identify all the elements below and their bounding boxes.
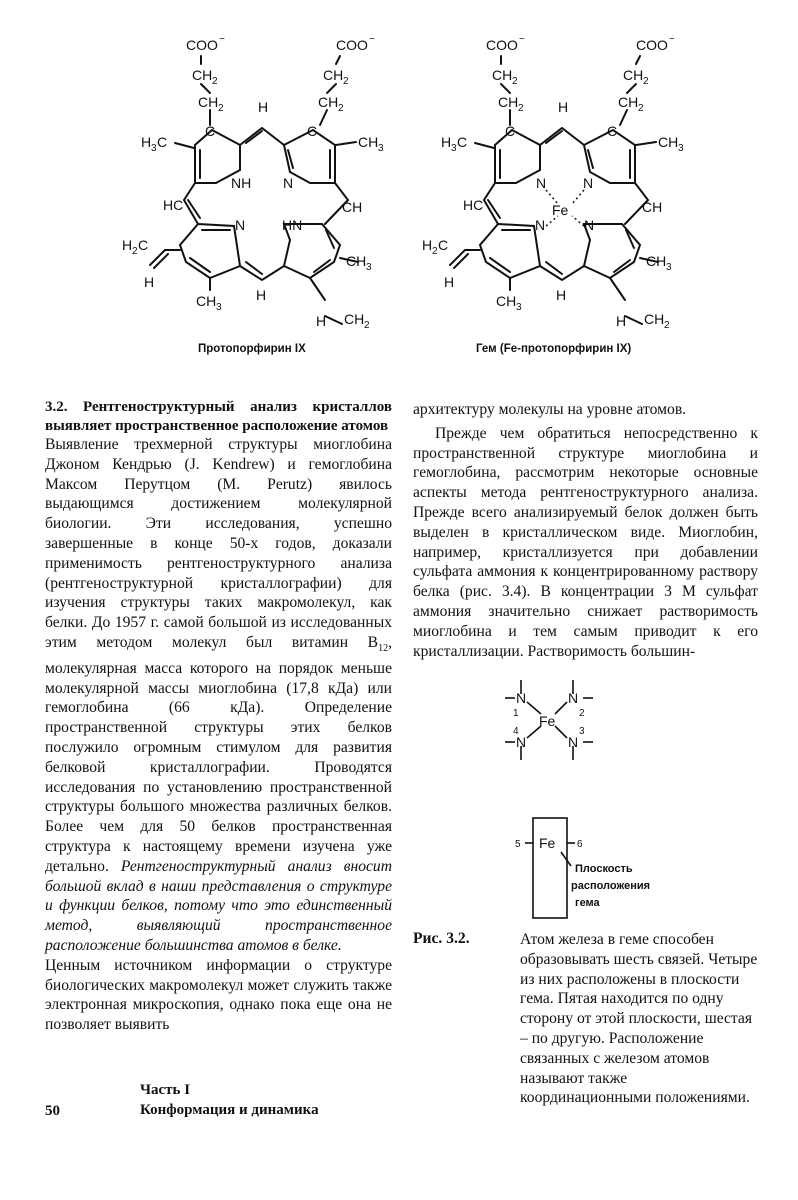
- svg-text:Fe: Fe: [539, 835, 556, 851]
- left-paragraph-2: Ценным источником информации о структуре биологических макромолекул может служить также электронная микроскопия, однако пока еще она не позволяет выявить: [45, 956, 392, 1034]
- svg-text:2: 2: [338, 103, 344, 114]
- svg-text:2: 2: [664, 320, 670, 331]
- svg-text:H: H: [444, 274, 455, 290]
- fe-coordination-diagram: [495, 680, 685, 920]
- svg-text:CH: CH: [658, 134, 679, 150]
- svg-text:−: −: [669, 34, 675, 45]
- svg-text:H: H: [122, 237, 133, 253]
- svg-text:3: 3: [151, 143, 157, 154]
- svg-text:3: 3: [366, 262, 372, 273]
- svg-text:CH: CH: [196, 293, 217, 309]
- svg-text:H: H: [422, 237, 433, 253]
- svg-text:N: N: [283, 175, 294, 191]
- svg-text:C: C: [307, 123, 318, 139]
- svg-text:4: 4: [513, 726, 519, 737]
- svg-text:CH: CH: [198, 94, 219, 110]
- svg-text:3: 3: [378, 143, 384, 154]
- svg-text:C: C: [205, 123, 216, 139]
- svg-text:CH: CH: [642, 199, 663, 215]
- svg-text:2: 2: [364, 320, 370, 331]
- svg-text:CH: CH: [498, 94, 519, 110]
- svg-text:C: C: [505, 123, 516, 139]
- svg-text:H: H: [558, 99, 569, 115]
- porphyrin-figure: [0, 0, 798, 370]
- heme-caption: Гем (Fe-протопорфирин IX): [476, 343, 632, 355]
- svg-text:3: 3: [579, 726, 585, 737]
- svg-text:2: 2: [343, 76, 349, 87]
- svg-text:CH: CH: [623, 67, 644, 83]
- svg-text:Плоскость: Плоскость: [575, 863, 633, 875]
- svg-text:2: 2: [512, 76, 518, 87]
- svg-text:CH: CH: [342, 199, 363, 215]
- svg-text:2: 2: [132, 246, 138, 257]
- protoporphyrin-caption: Протопорфирин IX: [198, 343, 306, 355]
- right-paragraph-2: Прежде чем обратиться непосредственно к пространственной структуре миоглобина и гемоглобина, рассмотрим некоторые основные аспекты метода рентгеноструктурного анализа. Прежде всего анализируемый белок должен быть выделен в кристаллическом виде. Миоглобин, например, кристаллизуется при добавлении сульфата аммония к концентрированному раствору белка (рис. 3.4). В концентрации 3 М сульфат аммония значительно снижает растворимость миоглобина и тем самым приводит к его кристаллизации. Растворимость большин-: [413, 424, 758, 660]
- svg-text:N: N: [535, 217, 546, 233]
- key-statement: Рентгеноструктурный анализ вносит большой вклад в наши представления о структуре и функции белков, потому что это единственный метод, выявляющий пространственное расположение большинства атомов в белке.: [45, 857, 392, 955]
- svg-text:гема: гема: [575, 897, 600, 909]
- svg-text:5: 5: [515, 839, 521, 850]
- svg-text:HC: HC: [463, 197, 484, 213]
- fig32-caption-text: Атом железа в геме способен образовывать шесть связей. Четыре из них расположены в плоскости гема. Пятая находится по одну сторону от этой плоскости, шестая – по другую. Расположение связанных с железом атомов называют также координационными положениями.: [520, 931, 758, 1107]
- svg-text:HC: HC: [163, 197, 184, 213]
- svg-text:CH: CH: [192, 67, 213, 83]
- svg-text:CH: CH: [346, 253, 367, 269]
- svg-text:3: 3: [451, 143, 457, 154]
- svg-text:H: H: [616, 313, 627, 329]
- heme-labels: [422, 34, 684, 331]
- svg-text:H: H: [256, 287, 267, 303]
- svg-text:2: 2: [518, 103, 524, 114]
- section-heading: 3.2. Рентгеноструктурный анализ кристаллов выявляет пространственное расположение атомов: [45, 399, 392, 434]
- svg-text:6: 6: [577, 839, 583, 850]
- svg-text:−: −: [219, 34, 225, 45]
- svg-text:CH: CH: [318, 94, 339, 110]
- svg-text:CH: CH: [344, 311, 365, 327]
- right-paragraph-1: архитектуру молекулы на уровне атомов.: [413, 401, 687, 418]
- svg-text:3: 3: [516, 302, 522, 313]
- svg-text:COO: COO: [636, 37, 668, 53]
- svg-text:COO: COO: [486, 37, 518, 53]
- svg-text:CH: CH: [323, 67, 344, 83]
- svg-text:C: C: [138, 237, 149, 253]
- svg-text:N: N: [235, 217, 246, 233]
- svg-text:H: H: [258, 99, 269, 115]
- svg-text:N: N: [583, 175, 594, 191]
- right-column: [413, 400, 758, 661]
- svg-text:Fe: Fe: [552, 202, 569, 218]
- svg-text:COO: COO: [336, 37, 368, 53]
- svg-text:Fe: Fe: [539, 713, 556, 729]
- left-paragraph-1: Выявление трехмерной структуры миоглобина Джоном Кендрью (J. Kendrew) и гемоглобина Максом Перутцом (M. Perutz) явилось выдающимся достижением молекулярной биологии. Эти исследования, успешно завершенные в конце 50-х годов, доказали применимость рентгеноструктурного анализа (рентгеноструктурной кристаллографии) для изучения структуры таких макромолекул, как белки. До 1957 г. самой большой из исследованных этим методом молекул был витамин $B_{12}$, молекулярная масса которого на порядок меньше молекулярной массы миоглобина (17,8 кДа) или гемоглобина (66 кДа). Определение пространственной структуры этих белков послужило огромным стимулом для развития белковой кристаллографии. Проводятся исследования по установлению пространственной структуры большого множества различных белков. Более чем для 50 белков пространственная структура к настоящему времени изучена уже детально. Рентгеноструктурный анализ вносит большой вклад в наши представления о структуре и функции белков, потому что это единственный метод, выявляющий пространственное расположение большинства атомов в белке.: [45, 436, 392, 955]
- svg-text:C: C: [457, 134, 468, 150]
- svg-text:N: N: [516, 690, 527, 706]
- svg-text:2: 2: [579, 708, 585, 719]
- svg-text:C: C: [607, 123, 618, 139]
- svg-text:CH: CH: [358, 134, 379, 150]
- svg-text:C: C: [438, 237, 449, 253]
- svg-text:2: 2: [638, 103, 644, 114]
- svg-text:3: 3: [216, 302, 222, 313]
- svg-text:NH: NH: [231, 175, 252, 191]
- svg-text:3: 3: [666, 262, 672, 273]
- svg-text:N: N: [536, 175, 547, 191]
- svg-text:CH: CH: [492, 67, 513, 83]
- page-number: 50: [45, 1103, 60, 1119]
- svg-text:N: N: [516, 734, 527, 750]
- svg-text:H: H: [441, 134, 452, 150]
- svg-text:H: H: [141, 134, 152, 150]
- svg-text:H: H: [556, 287, 567, 303]
- svg-text:−: −: [519, 34, 525, 45]
- svg-text:2: 2: [432, 246, 438, 257]
- svg-text:2: 2: [212, 76, 218, 87]
- left-column: [45, 398, 392, 1035]
- svg-text:H: H: [144, 274, 155, 290]
- svg-text:2: 2: [218, 103, 224, 114]
- svg-text:3: 3: [678, 143, 684, 154]
- svg-text:расположения: расположения: [571, 880, 651, 892]
- part-title: Конформация и динамика: [140, 1102, 319, 1118]
- svg-text:CH: CH: [496, 293, 517, 309]
- svg-text:−: −: [369, 34, 375, 45]
- svg-text:C: C: [157, 134, 168, 150]
- svg-text:N: N: [568, 690, 579, 706]
- svg-text:2: 2: [643, 76, 649, 87]
- svg-text:N: N: [568, 734, 579, 750]
- svg-text:CH: CH: [618, 94, 639, 110]
- svg-text:1: 1: [513, 708, 519, 719]
- part-label: Часть I: [140, 1082, 191, 1098]
- svg-text:HN: HN: [282, 217, 303, 233]
- fig32-caption-label: Рис. 3.2.: [413, 930, 470, 947]
- svg-text:COO: COO: [186, 37, 218, 53]
- svg-text:CH: CH: [644, 311, 665, 327]
- svg-text:N: N: [584, 217, 595, 233]
- svg-text:CH: CH: [646, 253, 667, 269]
- protoporphyrin-labels: [122, 34, 384, 331]
- svg-text:H: H: [316, 313, 327, 329]
